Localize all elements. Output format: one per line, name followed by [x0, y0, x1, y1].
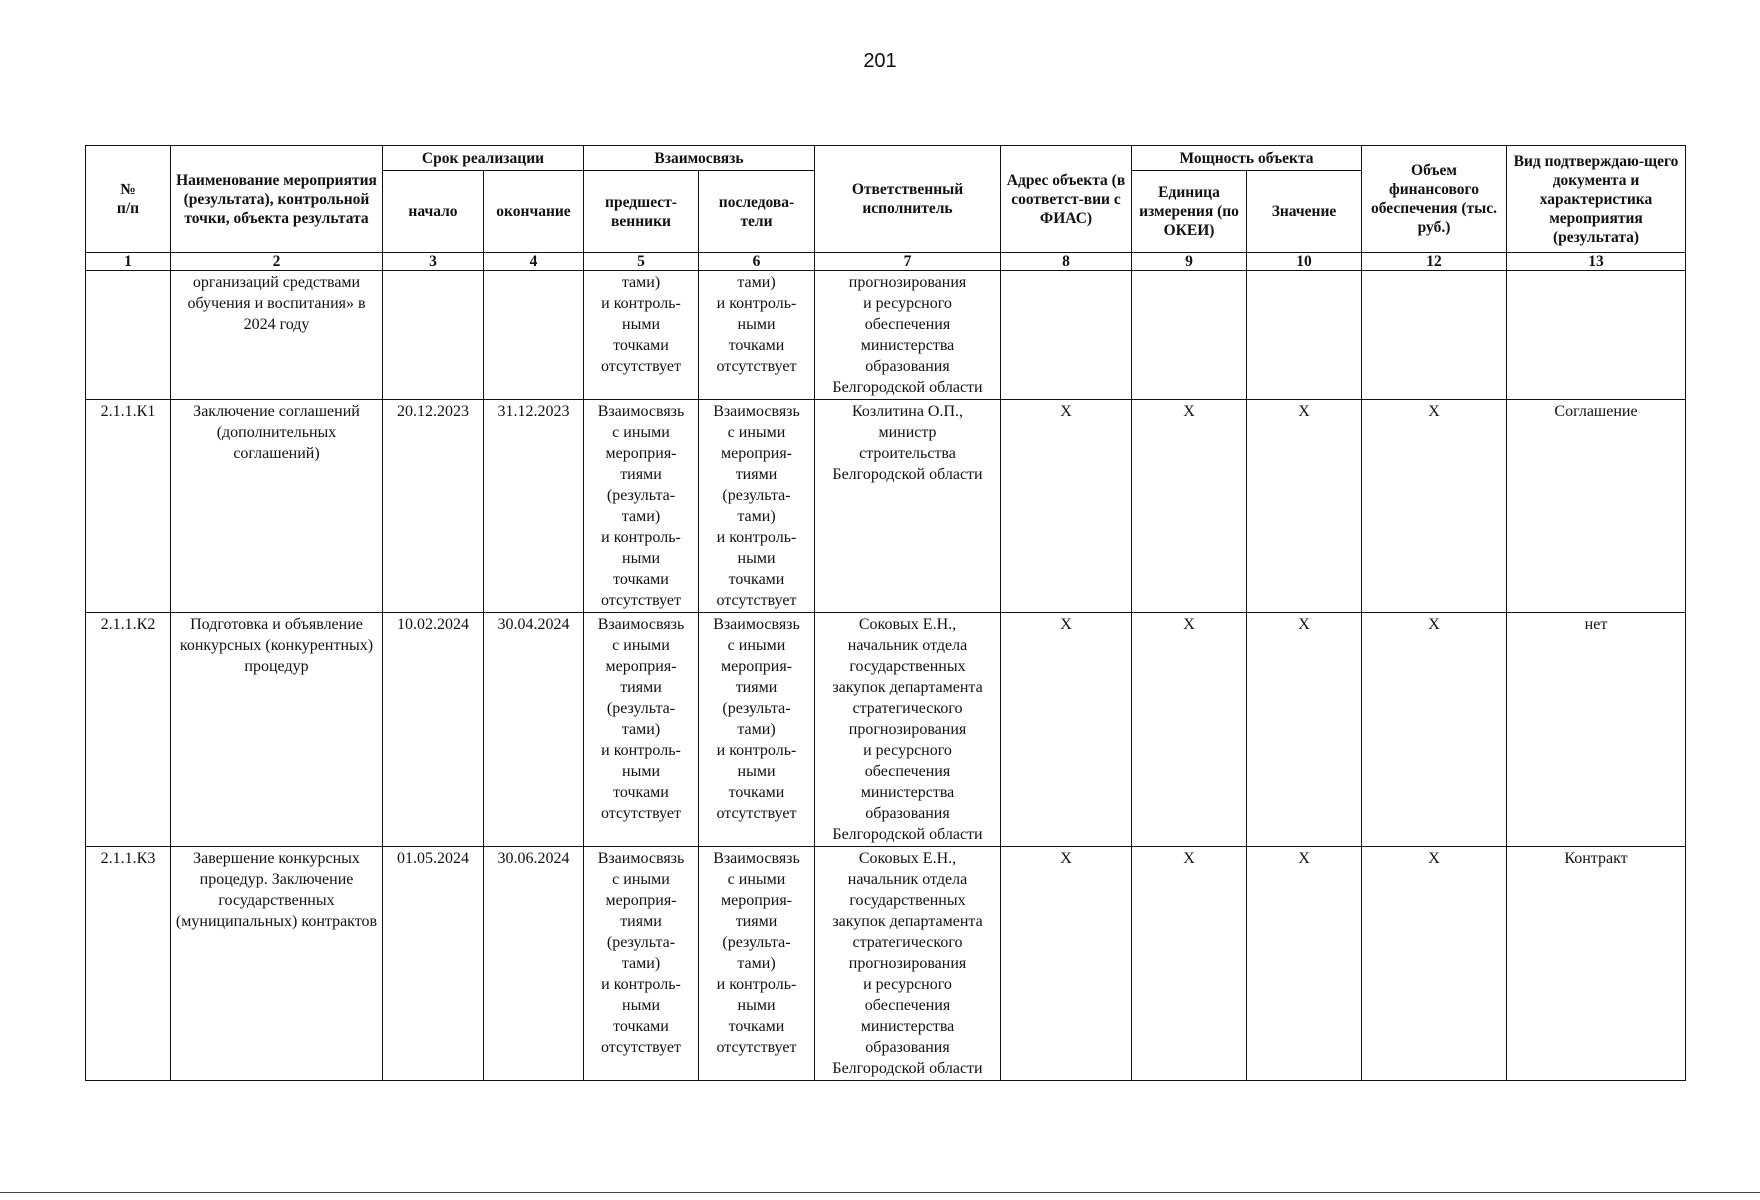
row-next: Взаимосвязь с иными мероприя- тиями (результа- тами) и контроль- ными точками отсутствует — [699, 400, 815, 613]
row-document: Контракт — [1507, 847, 1686, 1081]
row-next: Взаимосвязь с иными мероприя- тиями (результа- тами) и контроль- ными точками отсутствует — [699, 613, 815, 847]
header-name: Наименование мероприятия (результата), контрольной точки, объекта результата — [171, 146, 383, 253]
column-number: 5 — [584, 253, 699, 271]
row-start — [383, 271, 484, 400]
row-executor: Козлитина О.П., министр строительства Белгородской области — [815, 400, 1001, 613]
table-row — [86, 271, 1686, 400]
header-link-prev: предшест- венники — [584, 171, 699, 253]
header-term-end: окончание — [484, 171, 584, 253]
table-row — [86, 613, 1686, 847]
row-unit: Х — [1132, 400, 1247, 613]
row-funding: Х — [1362, 613, 1507, 847]
row-prev: тами) и контроль- ными точками отсутствует — [584, 271, 699, 400]
page-number: 201 — [863, 50, 897, 72]
row-address: Х — [1001, 400, 1132, 613]
row-document: Соглашение — [1507, 400, 1686, 613]
row-next: тами) и контроль- ными точками отсутствует — [699, 271, 815, 400]
row-funding: Х — [1362, 847, 1507, 1081]
row-address: Х — [1001, 613, 1132, 847]
column-number: 13 — [1507, 253, 1686, 271]
row-name: организаций средствами обучения и воспитания» в 2024 году — [171, 271, 383, 400]
header-value: Значение — [1247, 171, 1362, 253]
row-value: Х — [1247, 400, 1362, 613]
row-funding: Х — [1362, 400, 1507, 613]
row-num — [86, 271, 171, 400]
column-number: 1 — [86, 253, 171, 271]
row-executor: Соковых Е.Н., начальник отдела государственных закупок департамента стратегического прогнозирования и ресурсного обеспечения министерства образования Белгородской области — [815, 613, 1001, 847]
table-row — [86, 400, 1686, 613]
row-address — [1001, 271, 1132, 400]
row-start: 10.02.2024 — [383, 613, 484, 847]
header-link-next: последова- тели — [699, 171, 815, 253]
column-number: 2 — [171, 253, 383, 271]
header-num: № п/п — [86, 146, 171, 253]
column-number: 7 — [815, 253, 1001, 271]
row-num: 2.1.1.К2 — [86, 613, 171, 847]
header-link-group: Взаимосвязь — [584, 146, 815, 171]
row-document — [1507, 271, 1686, 400]
table-row — [86, 847, 1686, 1081]
row-value: Х — [1247, 847, 1362, 1081]
column-number: 12 — [1362, 253, 1507, 271]
row-unit: Х — [1132, 613, 1247, 847]
row-num: 2.1.1.К1 — [86, 400, 171, 613]
row-executor: прогнозирования и ресурсного обеспечения министерства образования Белгородской области — [815, 271, 1001, 400]
row-name: Заключение соглашений (дополнительных соглашений) — [171, 400, 383, 613]
row-start: 20.12.2023 — [383, 400, 484, 613]
row-end — [484, 271, 584, 400]
column-number: 8 — [1001, 253, 1132, 271]
row-prev: Взаимосвязь с иными мероприя- тиями (результа- тами) и контроль- ными точками отсутствует — [584, 613, 699, 847]
row-prev: Взаимосвязь с иными мероприя- тиями (результа- тами) и контроль- ными точками отсутствует — [584, 400, 699, 613]
page-bottom-rule — [0, 1192, 1760, 1193]
header-unit: Единица измерения (по ОКЕИ) — [1132, 171, 1247, 253]
column-numbers-row — [86, 253, 1686, 271]
column-number: 10 — [1247, 253, 1362, 271]
column-number: 6 — [699, 253, 815, 271]
row-executor: Соковых Е.Н., начальник отдела государственных закупок департамента стратегического прогнозирования и ресурсного обеспечения министерства образования Белгородской области — [815, 847, 1001, 1081]
row-funding — [1362, 271, 1507, 400]
header-address: Адрес объекта (в соответст-вии с ФИАС) — [1001, 146, 1132, 253]
row-end: 30.04.2024 — [484, 613, 584, 847]
header-capacity-group: Мощность объекта — [1132, 146, 1362, 171]
header-document: Вид подтверждаю-щего документа и характеристика мероприятия (результата) — [1507, 146, 1686, 253]
row-end: 31.12.2023 — [484, 400, 584, 613]
header-term-group: Срок реализации — [383, 146, 584, 171]
column-number: 9 — [1132, 253, 1247, 271]
row-name: Завершение конкурсных процедур. Заключение государственных (муниципальных) контрактов — [171, 847, 383, 1081]
row-prev: Взаимосвязь с иными мероприя- тиями (результа- тами) и контроль- ными точками отсутствует — [584, 847, 699, 1081]
row-value: Х — [1247, 613, 1362, 847]
row-num: 2.1.1.К3 — [86, 847, 171, 1081]
row-value — [1247, 271, 1362, 400]
row-unit — [1132, 271, 1247, 400]
row-document: нет — [1507, 613, 1686, 847]
column-number: 3 — [383, 253, 484, 271]
row-start: 01.05.2024 — [383, 847, 484, 1081]
row-name: Подготовка и объявление конкурсных (конкурентных) процедур — [171, 613, 383, 847]
header-term-start: начало — [383, 171, 484, 253]
row-end: 30.06.2024 — [484, 847, 584, 1081]
header-funding: Объем финансового обеспечения (тыс. руб.) — [1362, 146, 1507, 253]
measures-table — [85, 145, 1686, 1081]
header-executor: Ответственный исполнитель — [815, 146, 1001, 253]
row-unit: Х — [1132, 847, 1247, 1081]
row-address: Х — [1001, 847, 1132, 1081]
column-number: 4 — [484, 253, 584, 271]
row-next: Взаимосвязь с иными мероприя- тиями (результа- тами) и контроль- ными точками отсутствует — [699, 847, 815, 1081]
